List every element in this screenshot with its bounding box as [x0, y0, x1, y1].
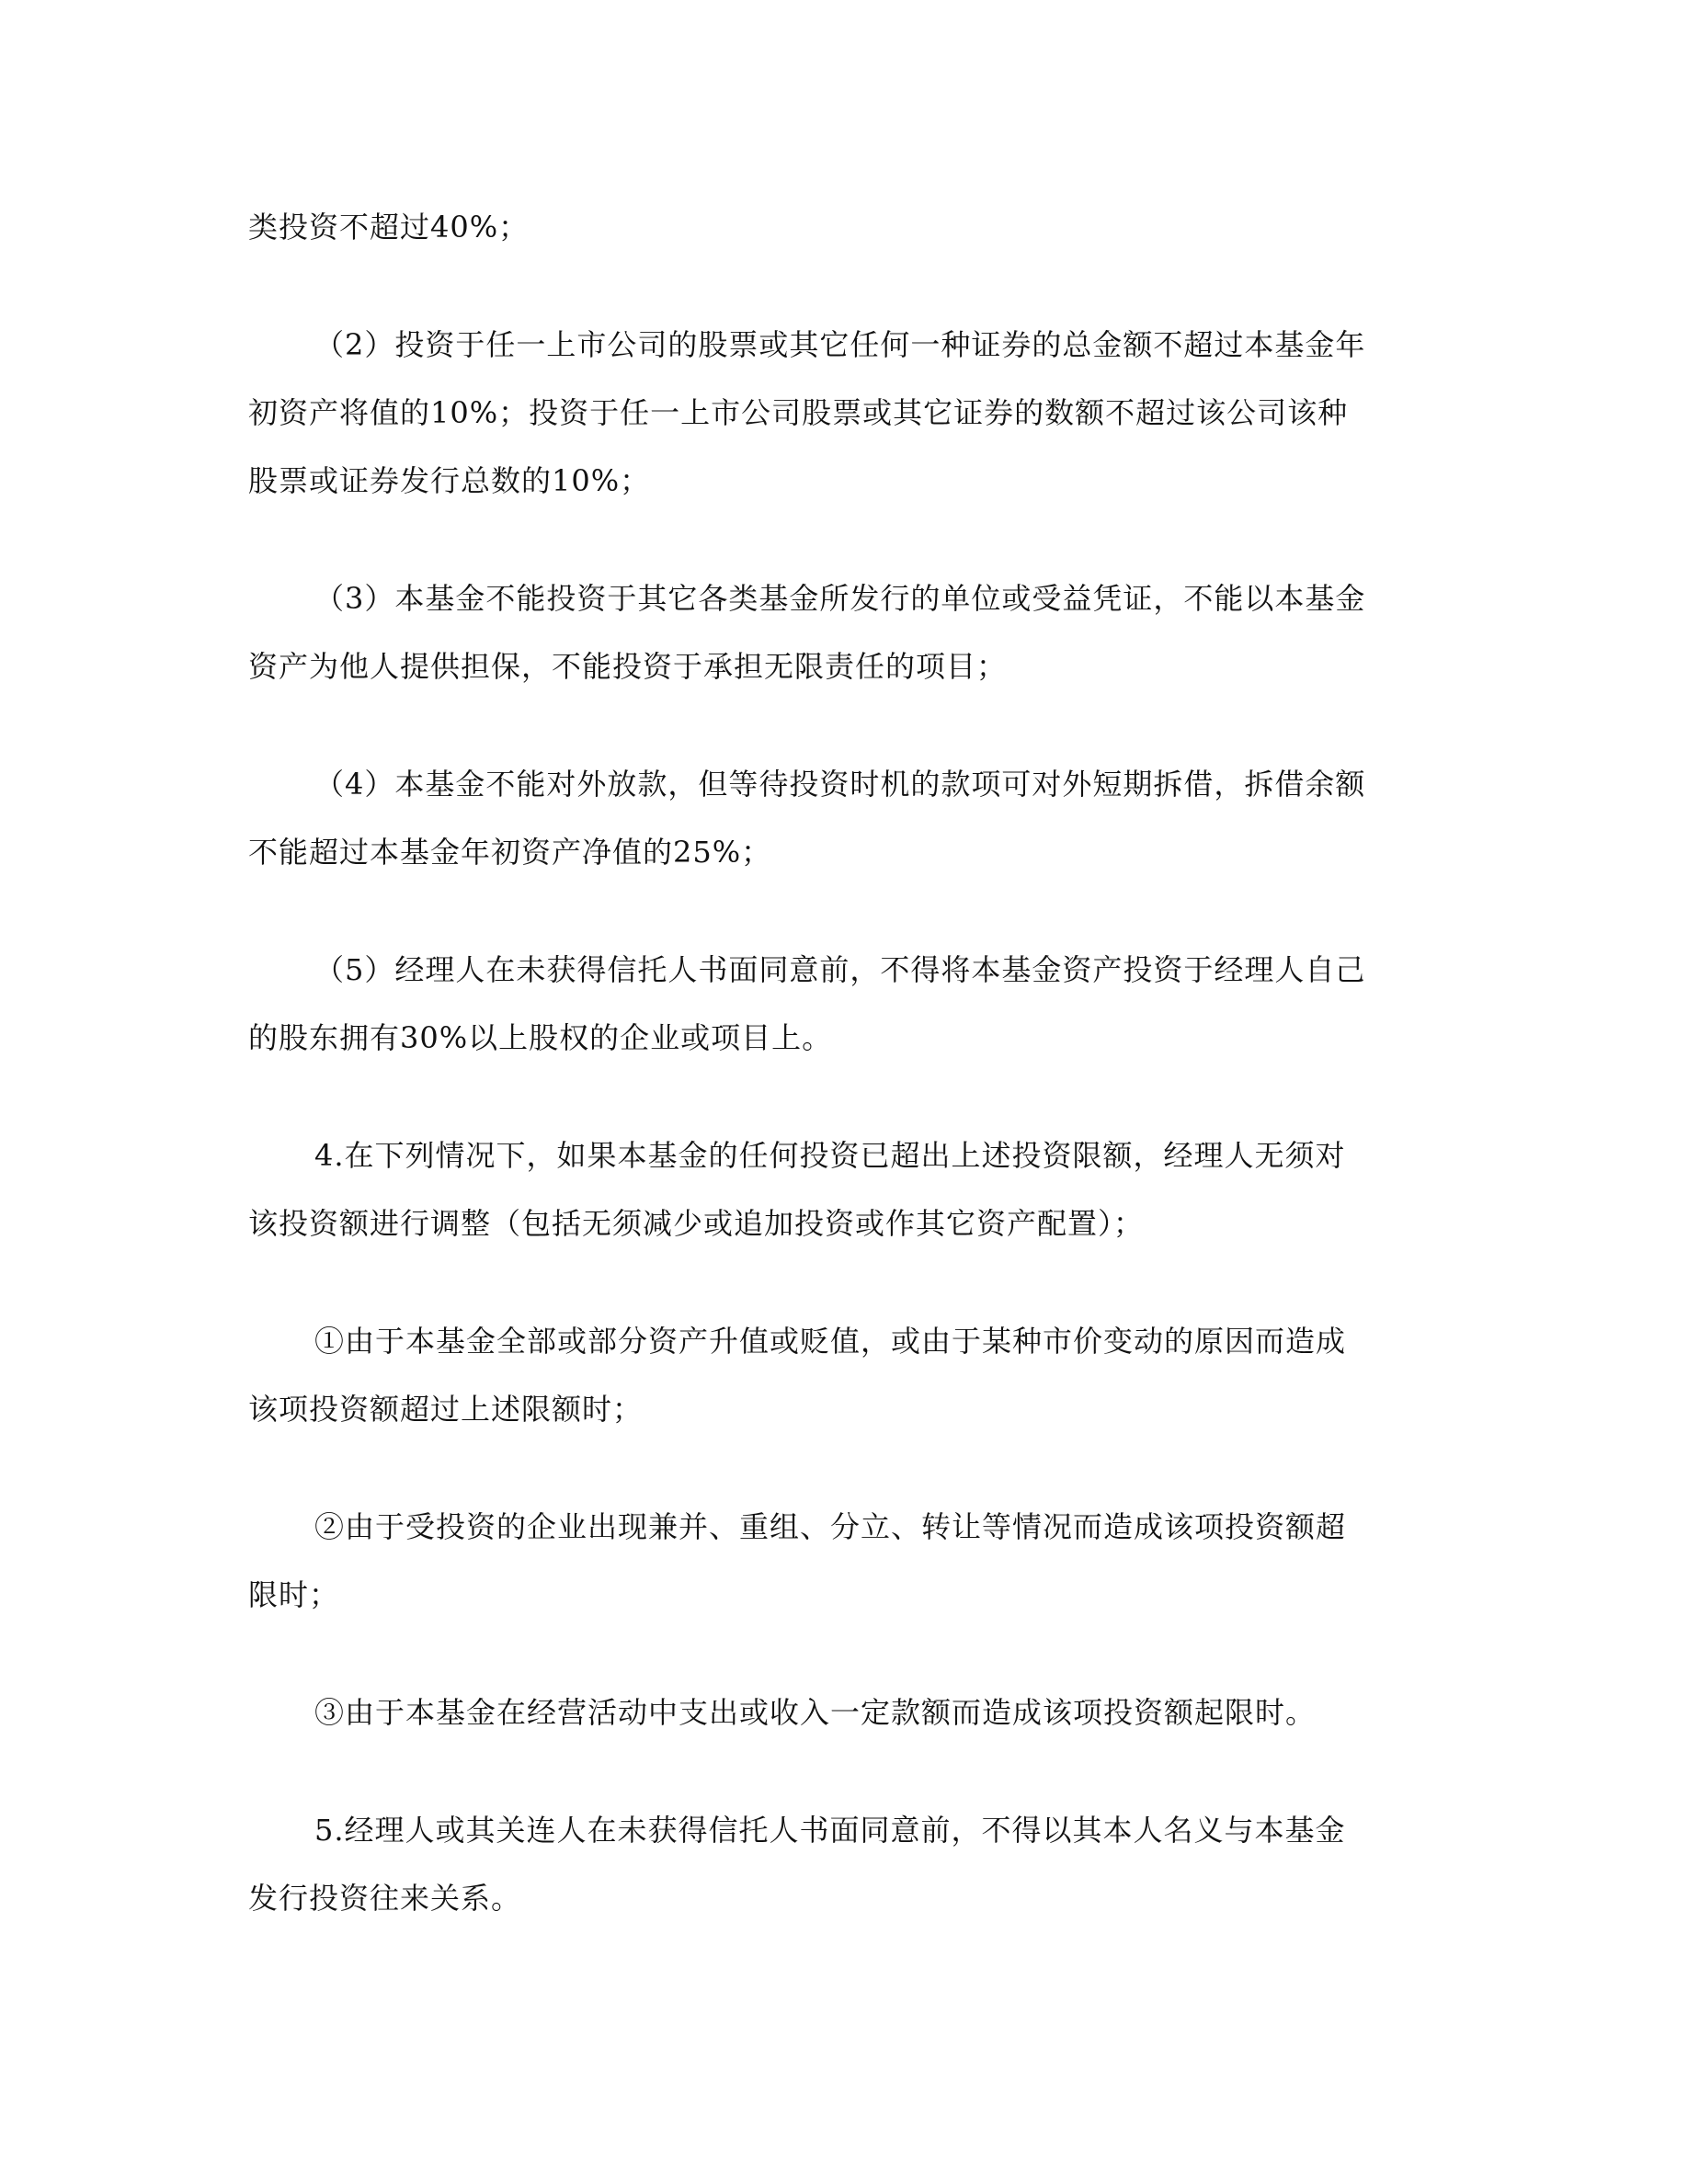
text-line: 发行投资往来关系。 — [248, 1881, 522, 1916]
text-line: 的股东拥有30%以上股权的企业或项目上。 — [248, 1020, 833, 1055]
text-line: （5）经理人在未获得信托人书面同意前，不得将本基金资产投资于经理人自己 — [314, 952, 1366, 987]
paragraph-clause-5 — [248, 936, 1434, 1072]
text-line: ①由于本基金全部或部分资产升值或贬值，或由于某种市价变动的原因而造成 — [314, 1324, 1347, 1359]
text-line: ③由于本基金在经营活动中支出或收入一定款额而造成该项投资额起限时。 — [314, 1695, 1317, 1730]
text-line: 类投资不超过40%； — [248, 210, 530, 245]
text-line: ②由于受投资的企业出现兼并、重组、分立、转让等情况而造成该项投资额超 — [314, 1509, 1347, 1544]
text-line: （3）本基金不能投资于其它各类基金所发行的单位或受益凭证，不能以本基金 — [314, 581, 1366, 616]
paragraph-clause-4 — [248, 750, 1434, 886]
paragraph-item-1 — [248, 1307, 1434, 1443]
text-line: 4.在下列情况下，如果本基金的任何投资已超出上述投资限额，经理人无须对 — [314, 1138, 1346, 1173]
text-line: 限时； — [248, 1577, 340, 1612]
text-line: （2）投资于任一上市公司的股票或其它任何一种证券的总金额不超过本基金年 — [314, 327, 1366, 362]
paragraph-section-4 — [248, 1121, 1434, 1257]
text-line: 股票或证券发行总数的10%； — [248, 463, 651, 498]
text-line: 资产为他人提供担保，不能投资于承担无限责任的项目； — [248, 649, 1008, 684]
paragraph-section-5 — [248, 1796, 1434, 1932]
text-line: （4）本基金不能对外放款，但等待投资时机的款项可对外短期拆借，拆借余额 — [314, 767, 1366, 802]
paragraph-continuation — [248, 193, 1434, 261]
text-line: 该项投资额超过上述限额时； — [248, 1392, 644, 1427]
paragraph-clause-2 — [248, 311, 1434, 515]
paragraph-clause-3 — [248, 564, 1434, 700]
paragraph-item-3 — [248, 1678, 1434, 1746]
paragraph-item-2 — [248, 1493, 1434, 1629]
text-line: 初资产将值的10%；投资于任一上市公司股票或其它证券的数额不超过该公司该种 — [248, 395, 1349, 430]
text-line: 5.经理人或其关连人在未获得信托人书面同意前，不得以其本人名义与本基金 — [314, 1813, 1346, 1848]
text-line: 该投资额进行调整（包括无须减少或追加投资或作其它资产配置）； — [248, 1206, 1145, 1241]
document-body — [248, 193, 1434, 1982]
text-line: 不能超过本基金年初资产净值的25%； — [248, 835, 772, 870]
